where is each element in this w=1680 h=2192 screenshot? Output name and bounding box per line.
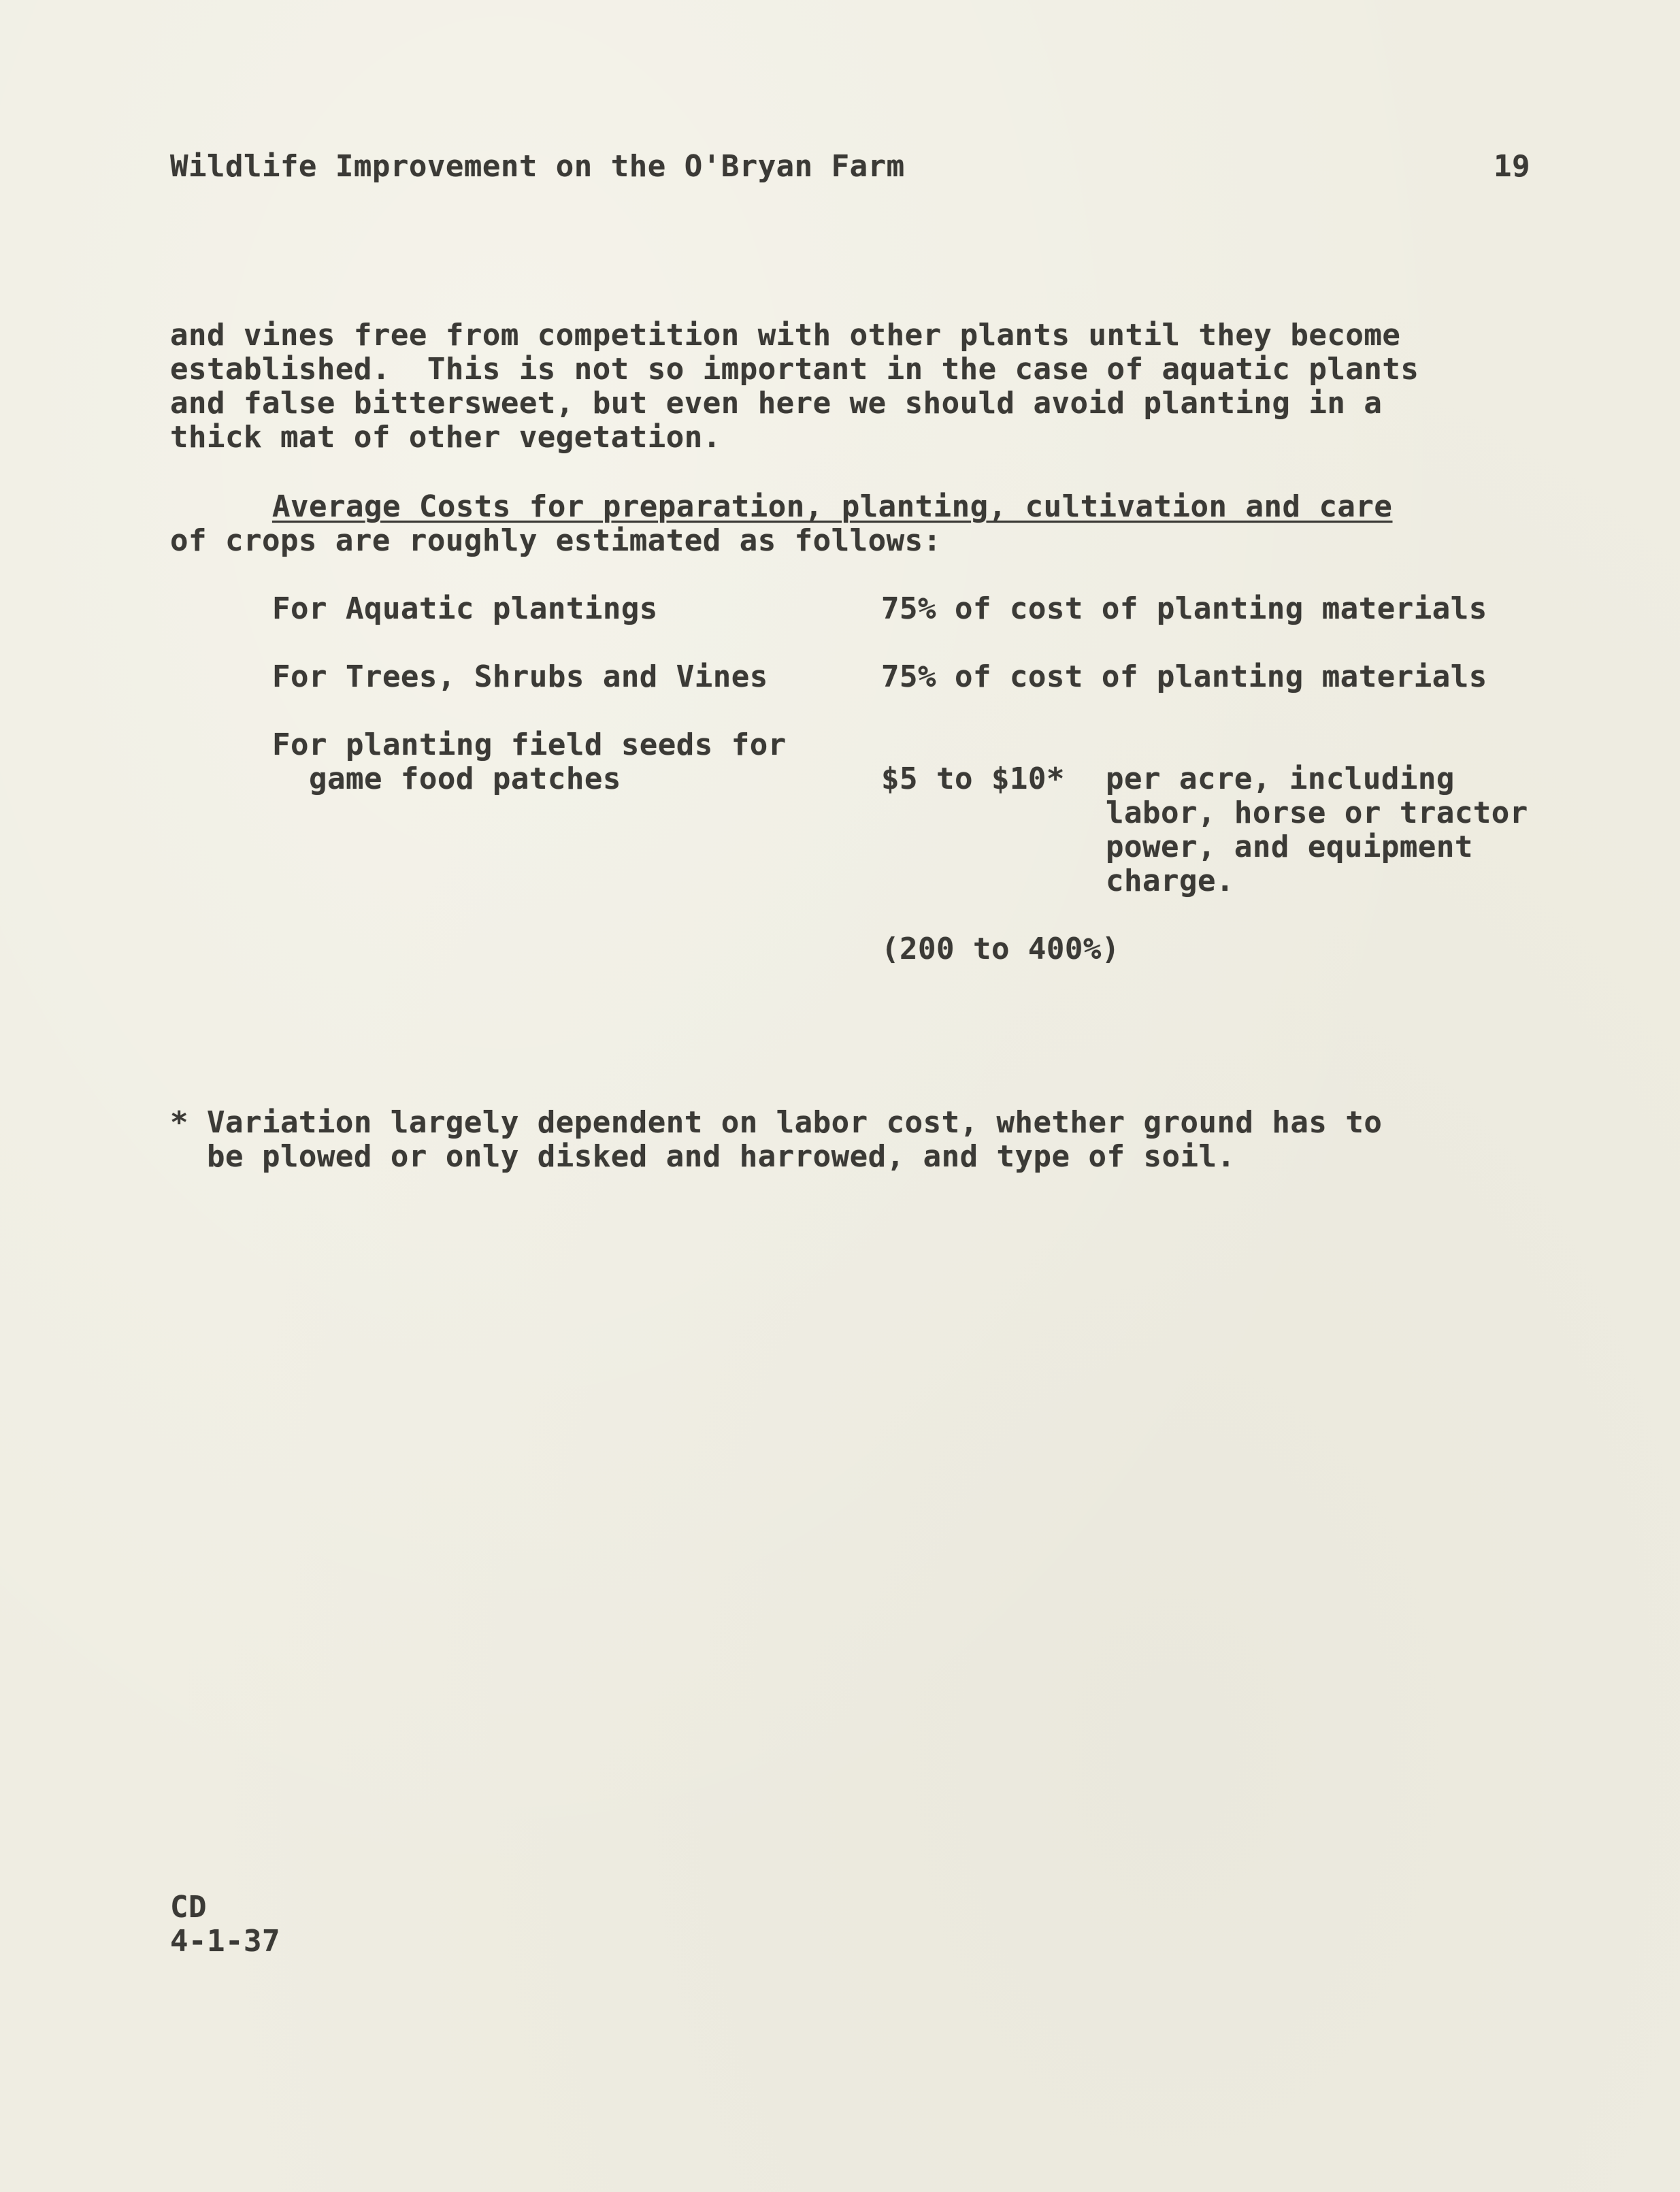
cost-note: labor, horse or tractor [1106,796,1528,830]
paragraph-line: thick mat of other vegetation. [170,420,721,455]
cost-note: power, and equipment [1106,830,1473,864]
footnote-line: be plowed or only disked and harrowed, and type of soil. [170,1139,1236,1174]
footnote-line: * Variation largely dependent on labor cost, whether ground has to [170,1105,1383,1140]
cost-extra: (200 to 400%) [881,932,1120,966]
paragraph-line: of crops are roughly estimated as follows: [170,523,942,558]
paragraph-line: established. This is not so important in the case of aquatic plants [170,352,1419,387]
paragraph-line: and false bittersweet, but even here we should avoid planting in a [170,386,1383,421]
cost-label: For Aquatic plantings [272,591,658,626]
cost-value: 75% of cost of planting materials [881,591,1487,626]
cost-note: charge. [1106,864,1234,898]
cost-label: game food patches [272,762,621,796]
paragraph-line: and vines free from competition with other plants until they become [170,318,1401,353]
page-header-title: Wildlife Improvement on the O'Bryan Farm [170,149,905,184]
signoff-initials: CD [170,1890,207,1925]
cost-note: per acre, including [1106,762,1455,796]
cost-label: For planting field seeds for [272,727,787,762]
cost-value: 75% of cost of planting materials [881,659,1487,694]
section-heading-underlined: Average Costs for preparation, planting, cultivation and care [272,489,1393,524]
cost-value: $5 to $10* [881,762,1065,796]
signoff-date: 4-1-37 [170,1924,280,1959]
cost-label: For Trees, Shrubs and Vines [272,659,768,694]
page-number: 19 [1494,149,1530,184]
